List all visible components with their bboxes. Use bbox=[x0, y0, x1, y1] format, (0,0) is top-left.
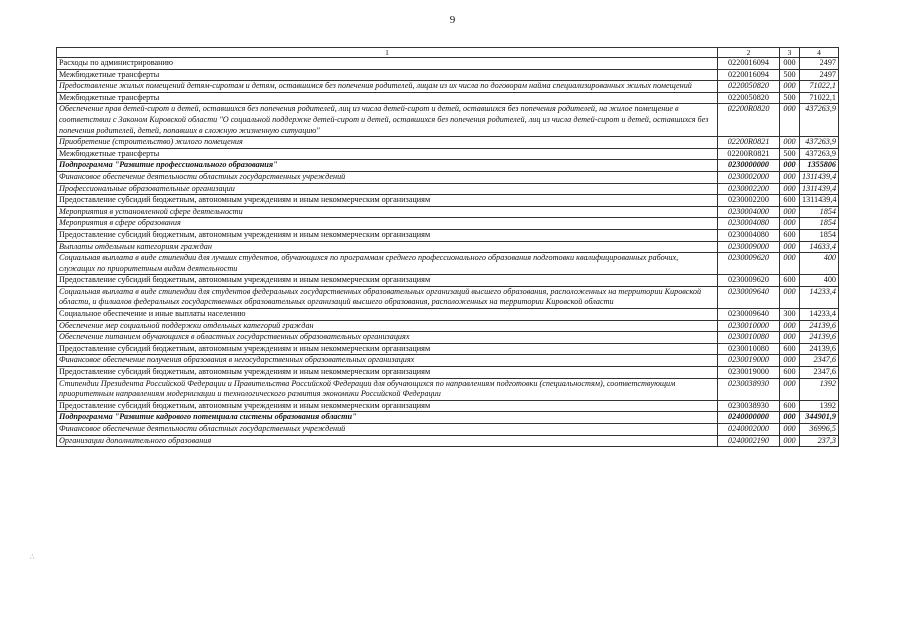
row-description: Обеспечение прав детей-сирот и детей, оставшихся без попечения родителей, лиц из числа детей-сирот и детей, оставшихся без попечения родителей, на жилое помещение в соответствии с Законом Кировской области "О социальной поддержке детей-сирот и детей, оставшихся без попечения родителей, лиц из числа детей-сирот и детей, оставшихся без попечения родителей, детей, попавших в сложную жизненную ситуацию" bbox=[57, 104, 718, 137]
row-amount: 2497 bbox=[800, 58, 839, 70]
row-target-code: 0230019000 bbox=[718, 355, 780, 367]
row-expense-type: 600 bbox=[780, 400, 800, 412]
row-amount: 1392 bbox=[800, 400, 839, 412]
row-description: Межбюджетные трансферты bbox=[57, 148, 718, 160]
row-target-code: 0230002000 bbox=[718, 171, 780, 183]
row-expense-type: 000 bbox=[780, 183, 800, 195]
table-row bbox=[57, 309, 839, 321]
row-expense-type: 500 bbox=[780, 69, 800, 81]
row-amount: 24139,6 bbox=[800, 343, 839, 355]
row-amount: 2497 bbox=[800, 69, 839, 81]
row-expense-type: 000 bbox=[780, 412, 800, 424]
header-col-1: 1 bbox=[57, 48, 718, 58]
table-row bbox=[57, 332, 839, 344]
row-description: Организации дополнительного образования bbox=[57, 435, 718, 447]
row-target-code: 0220016094 bbox=[718, 69, 780, 81]
table-row bbox=[57, 435, 839, 447]
table-row bbox=[57, 206, 839, 218]
row-description: Приобретение (строительство) жилого помещения bbox=[57, 137, 718, 149]
row-amount: 1854 bbox=[800, 229, 839, 241]
table-row bbox=[57, 320, 839, 332]
row-expense-type: 000 bbox=[780, 241, 800, 253]
table-row bbox=[57, 378, 839, 400]
row-amount: 237,3 bbox=[800, 435, 839, 447]
budget-table bbox=[56, 47, 839, 447]
row-target-code: 0230019000 bbox=[718, 367, 780, 379]
row-amount: 437263,9 bbox=[800, 148, 839, 160]
row-description: Профессиональные образовательные организации bbox=[57, 183, 718, 195]
row-description: Обеспечение питанием обучающихся в областных государственных образовательных организациях bbox=[57, 332, 718, 344]
row-amount: 437263,9 bbox=[800, 104, 839, 137]
row-description: Предоставление субсидий бюджетным, автономным учреждениям и иным некоммерческим организациям bbox=[57, 400, 718, 412]
row-target-code: 0230010080 bbox=[718, 332, 780, 344]
row-description: Финансовое обеспечение деятельности областных государственных учреждений bbox=[57, 424, 718, 436]
row-target-code: 0230009000 bbox=[718, 241, 780, 253]
row-target-code: 0220050820 bbox=[718, 92, 780, 104]
row-description: Подпрограмма "Развитие профессионального образования" bbox=[57, 160, 718, 172]
row-expense-type: 000 bbox=[780, 206, 800, 218]
row-target-code: 0230004080 bbox=[718, 218, 780, 230]
row-expense-type: 000 bbox=[780, 81, 800, 93]
table-row bbox=[57, 195, 839, 207]
row-amount: 400 bbox=[800, 275, 839, 287]
row-expense-type: 000 bbox=[780, 332, 800, 344]
table-body bbox=[57, 58, 839, 447]
row-amount: 1311439,4 bbox=[800, 171, 839, 183]
row-target-code: 0240000000 bbox=[718, 412, 780, 424]
row-expense-type: 000 bbox=[780, 160, 800, 172]
row-amount: 2347,6 bbox=[800, 367, 839, 379]
row-amount: 1355806 bbox=[800, 160, 839, 172]
row-expense-type: 000 bbox=[780, 320, 800, 332]
row-target-code: 0230009640 bbox=[718, 286, 780, 308]
header-col-3: 3 bbox=[780, 48, 800, 58]
table-row bbox=[57, 343, 839, 355]
row-description: Предоставление субсидий бюджетным, автономным учреждениям и иным некоммерческим организациям bbox=[57, 195, 718, 207]
row-description: Выплаты отдельным категориям граждан bbox=[57, 241, 718, 253]
row-description: Предоставление субсидий бюджетным, автономным учреждениям и иным некоммерческим организациям bbox=[57, 343, 718, 355]
row-expense-type: 600 bbox=[780, 229, 800, 241]
table-row bbox=[57, 275, 839, 287]
row-target-code: 0230010080 bbox=[718, 343, 780, 355]
row-amount: 1392 bbox=[800, 378, 839, 400]
row-amount: 1854 bbox=[800, 206, 839, 218]
row-expense-type: 000 bbox=[780, 424, 800, 436]
row-target-code: 0220050820 bbox=[718, 81, 780, 93]
row-target-code: 0230004000 bbox=[718, 206, 780, 218]
row-target-code: 0240002000 bbox=[718, 424, 780, 436]
row-target-code: 0230000000 bbox=[718, 160, 780, 172]
row-expense-type: 300 bbox=[780, 309, 800, 321]
table-row bbox=[57, 137, 839, 149]
row-expense-type: 500 bbox=[780, 148, 800, 160]
table-row bbox=[57, 367, 839, 379]
table-row bbox=[57, 183, 839, 195]
row-expense-type: 600 bbox=[780, 275, 800, 287]
row-target-code: 0230038930 bbox=[718, 400, 780, 412]
row-target-code: 02200R0821 bbox=[718, 148, 780, 160]
table-row bbox=[57, 160, 839, 172]
row-amount: 2347,6 bbox=[800, 355, 839, 367]
row-expense-type: 000 bbox=[780, 58, 800, 70]
row-target-code: 02200R0820 bbox=[718, 104, 780, 137]
row-expense-type: 600 bbox=[780, 343, 800, 355]
table-row bbox=[57, 355, 839, 367]
row-description: Предоставление субсидий бюджетным, автономным учреждениям и иным некоммерческим организациям bbox=[57, 275, 718, 287]
table-row bbox=[57, 412, 839, 424]
row-target-code: 02200R0821 bbox=[718, 137, 780, 149]
row-expense-type: 000 bbox=[780, 286, 800, 308]
table-row bbox=[57, 424, 839, 436]
row-description: Финансовое обеспечение получения образования в негосударственных образовательных организациях bbox=[57, 355, 718, 367]
row-target-code: 0230009640 bbox=[718, 309, 780, 321]
row-description: Межбюджетные трансферты bbox=[57, 69, 718, 81]
row-target-code: 0220016094 bbox=[718, 58, 780, 70]
table-row bbox=[57, 400, 839, 412]
row-description: Межбюджетные трансферты bbox=[57, 92, 718, 104]
row-description: Обеспечение мер социальной поддержки отдельных категорий граждан bbox=[57, 320, 718, 332]
row-target-code: 0230009620 bbox=[718, 275, 780, 287]
row-amount: 24139,6 bbox=[800, 320, 839, 332]
row-target-code: 0230004080 bbox=[718, 229, 780, 241]
header-col-2: 2 bbox=[718, 48, 780, 58]
table-row bbox=[57, 241, 839, 253]
table-row bbox=[57, 104, 839, 137]
row-expense-type: 600 bbox=[780, 195, 800, 207]
row-description: Предоставление субсидий бюджетным, автономным учреждениям и иным некоммерческим организациям bbox=[57, 367, 718, 379]
row-amount: 400 bbox=[800, 253, 839, 275]
row-expense-type: 000 bbox=[780, 137, 800, 149]
row-amount: 437263,9 bbox=[800, 137, 839, 149]
table-row bbox=[57, 92, 839, 104]
row-target-code: 0230009620 bbox=[718, 253, 780, 275]
row-target-code: 0230002200 bbox=[718, 183, 780, 195]
row-amount: 14233,4 bbox=[800, 286, 839, 308]
table-row bbox=[57, 69, 839, 81]
table-row bbox=[57, 218, 839, 230]
table-row bbox=[57, 253, 839, 275]
row-description: Предоставление жилых помещений детям-сиротам и детям, оставшимся без попечения родителей, лицам из их числа по договорам найма специализированных жилых помещений bbox=[57, 81, 718, 93]
row-target-code: 0230038930 bbox=[718, 378, 780, 400]
row-expense-type: 000 bbox=[780, 378, 800, 400]
row-amount: 71022,1 bbox=[800, 81, 839, 93]
row-expense-type: 000 bbox=[780, 104, 800, 137]
row-description: Социальная выплата в виде стипендии для студентов федеральных государственных образовательных организаций высшего образования, расположенных на территории Кировской области, и филиалов федеральных государственных образовательных организаций высшего образования, расположенных на территории Кировской области bbox=[57, 286, 718, 308]
row-description: Мероприятия в установленной сфере деятельности bbox=[57, 206, 718, 218]
row-amount: 14633,4 bbox=[800, 241, 839, 253]
row-description: Мероприятия в сфере образования bbox=[57, 218, 718, 230]
row-description: Финансовое обеспечение деятельности областных государственных учреждений bbox=[57, 171, 718, 183]
row-expense-type: 000 bbox=[780, 218, 800, 230]
table-row bbox=[57, 58, 839, 70]
row-expense-type: 000 bbox=[780, 435, 800, 447]
row-expense-type: 500 bbox=[780, 92, 800, 104]
table-row bbox=[57, 229, 839, 241]
row-description: Подпрограмма "Развитие кадрового потенциала системы образования области" bbox=[57, 412, 718, 424]
row-amount: 24139,6 bbox=[800, 332, 839, 344]
row-description: Социальное обеспечение и иные выплаты населению bbox=[57, 309, 718, 321]
row-description: Социальная выплата в виде стипендии для лучших студентов, обучающихся по программам среднего профессионального образования подготовки квалифицированных рабочих, служащих по приоритетным видам деятельности bbox=[57, 253, 718, 275]
row-amount: 36996,5 bbox=[800, 424, 839, 436]
row-description: Предоставление субсидий бюджетным, автономным учреждениям и иным некоммерческим организациям bbox=[57, 229, 718, 241]
row-amount: 1311439,4 bbox=[800, 195, 839, 207]
table-row bbox=[57, 171, 839, 183]
row-amount: 1311439,4 bbox=[800, 183, 839, 195]
row-expense-type: 000 bbox=[780, 355, 800, 367]
table-row bbox=[57, 81, 839, 93]
row-amount: 344901,9 bbox=[800, 412, 839, 424]
row-description: Стипендии Президента Российской Федерации и Правительства Российской Федерации для обучающихся по направлениям подготовки (специальностям), соответствующим приоритетным направлениям модернизации и технологического развития экономики Российской Федерации bbox=[57, 378, 718, 400]
table-row bbox=[57, 148, 839, 160]
row-target-code: 0230002200 bbox=[718, 195, 780, 207]
row-expense-type: 000 bbox=[780, 171, 800, 183]
page-number: 9 bbox=[449, 14, 456, 26]
header-col-4: 4 bbox=[800, 48, 839, 58]
row-expense-type: 600 bbox=[780, 367, 800, 379]
header-row bbox=[57, 48, 839, 58]
table-row bbox=[57, 286, 839, 308]
margin-mark: ∴ bbox=[30, 553, 35, 561]
row-amount: 14233,4 bbox=[800, 309, 839, 321]
row-target-code: 0240002190 bbox=[718, 435, 780, 447]
row-target-code: 0230010000 bbox=[718, 320, 780, 332]
row-description: Расходы по администрированию bbox=[57, 58, 718, 70]
row-amount: 71022,1 bbox=[800, 92, 839, 104]
row-expense-type: 000 bbox=[780, 253, 800, 275]
row-amount: 1854 bbox=[800, 218, 839, 230]
